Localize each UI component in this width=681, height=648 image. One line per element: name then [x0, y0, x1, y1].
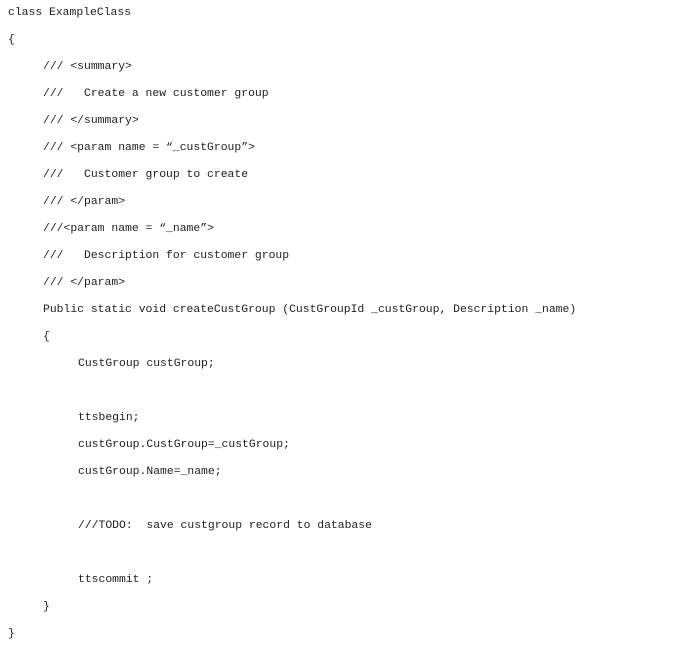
- code-line-method-close-brace: }: [43, 601, 50, 613]
- code-line-summary-close: /// </summary>: [43, 115, 139, 127]
- code-line-assign-name: custGroup.Name=_name;: [78, 466, 222, 478]
- code-line-param-custgroup-text: /// Customer group to create: [43, 169, 249, 181]
- code-line-param-custgroup-close: /// </param>: [43, 196, 126, 208]
- code-line-method-open-brace: {: [43, 331, 50, 343]
- code-line-param-custgroup-open: /// <param name = “_custGroup”>: [43, 142, 255, 154]
- code-line-param-name-open: ///<param name = “_name”>: [43, 223, 214, 235]
- code-line-variable-declaration: CustGroup custGroup;: [78, 358, 215, 370]
- code-line-method-signature: Public static void createCustGroup (CustGroupId _custGroup, Description _name): [43, 304, 577, 316]
- code-line-summary-text: /// Create a new customer group: [43, 88, 269, 100]
- code-line-class-open-brace: {: [8, 34, 15, 46]
- code-line-summary-open: /// <summary>: [43, 61, 132, 73]
- code-line-class-close-brace: }: [8, 628, 15, 640]
- code-line-ttsbegin: ttsbegin;: [78, 412, 140, 424]
- code-line-ttscommit: ttscommit ;: [78, 574, 154, 586]
- code-line-assign-custgroup: custGroup.CustGroup=_custGroup;: [78, 439, 290, 451]
- code-line-param-name-text: /// Description for customer group: [43, 250, 290, 262]
- code-line-param-name-close: /// </param>: [43, 277, 126, 289]
- code-line-class-declaration: class ExampleClass: [8, 7, 132, 19]
- code-line-todo-comment: ///TODO: save custgroup record to database: [78, 520, 372, 532]
